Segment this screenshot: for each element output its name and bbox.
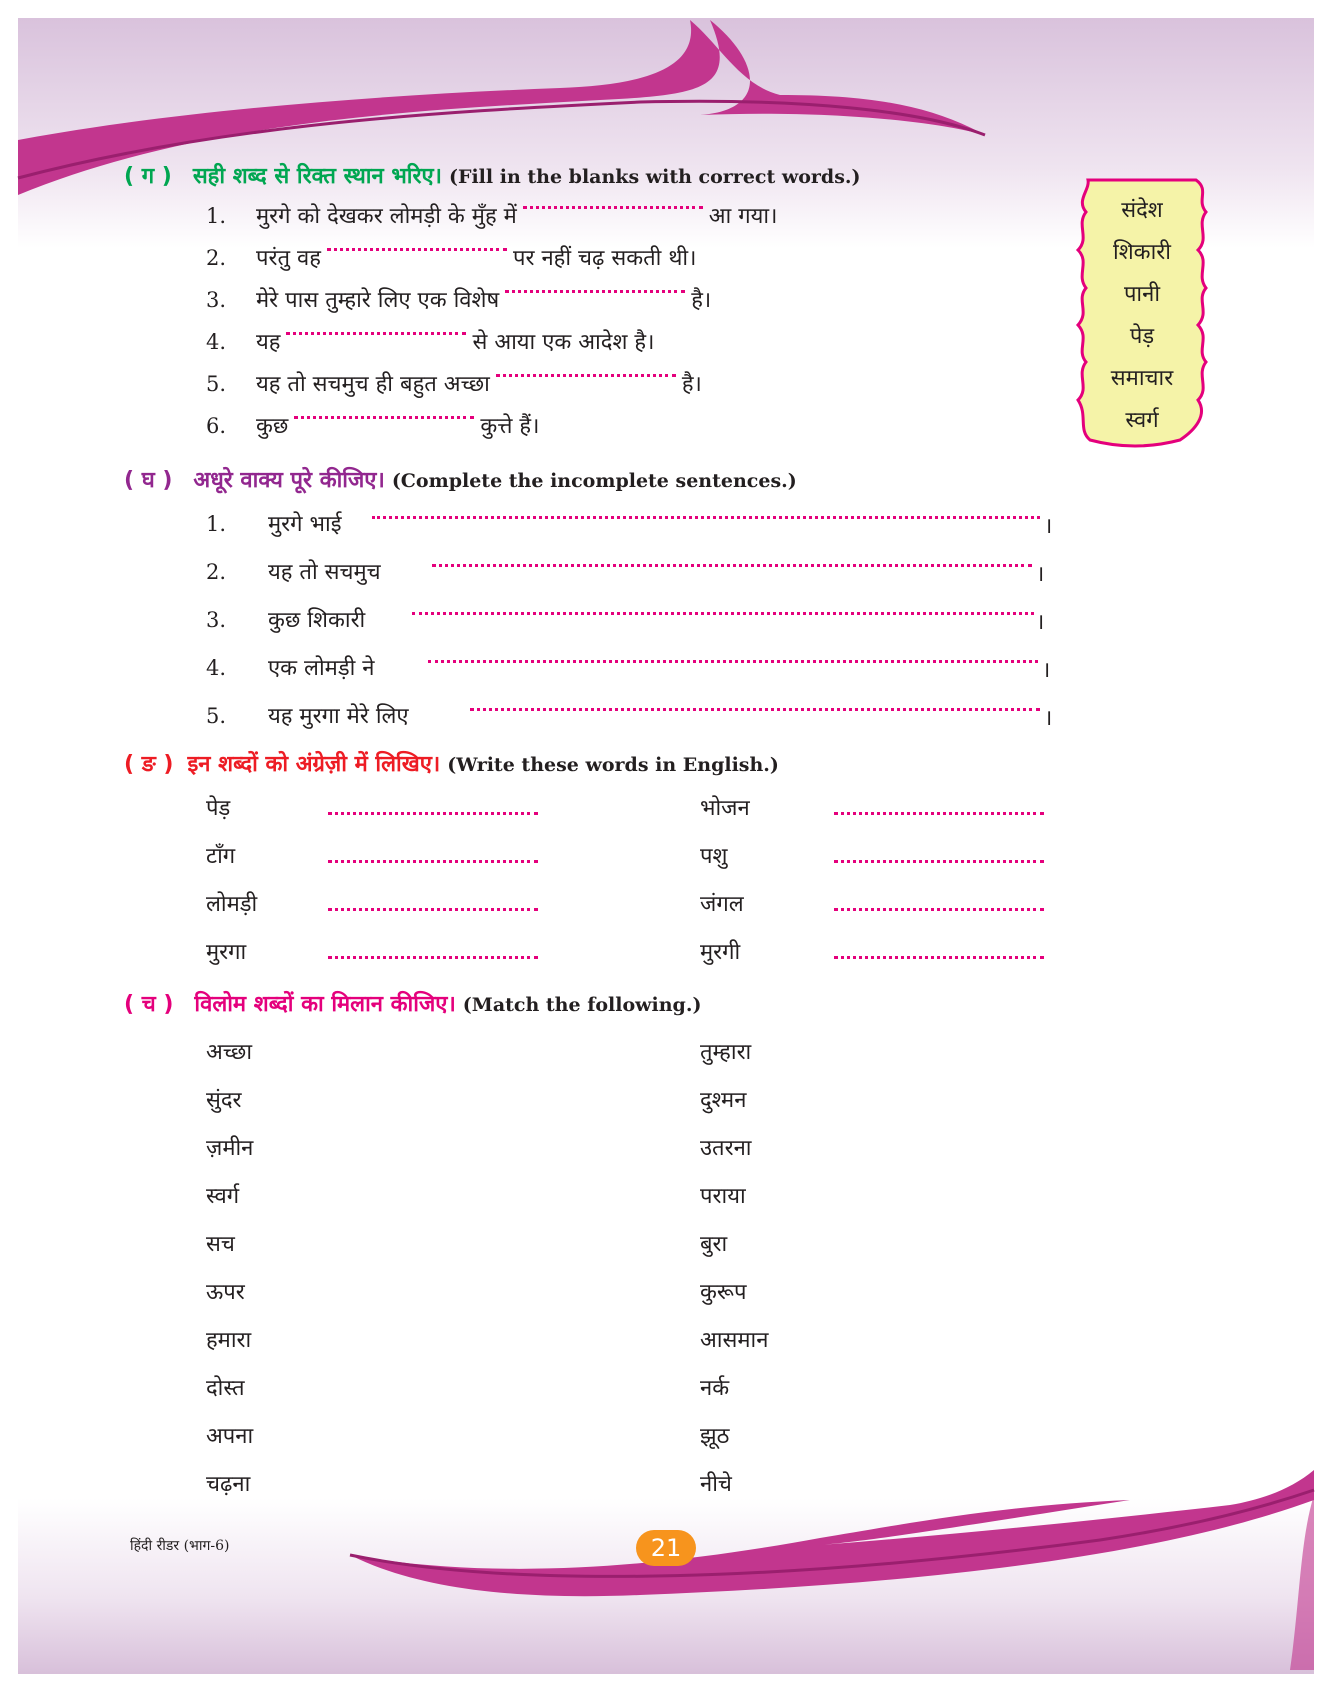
answer-line[interactable] <box>428 660 1038 663</box>
end-mark: । <box>1044 514 1053 539</box>
section-g-label: ( ग ) <box>124 164 172 189</box>
section-gh-heading <box>124 464 797 494</box>
match-left-word[interactable]: स्वर्ग <box>206 1184 240 1209</box>
section-ch-title-en: (Match the following.) <box>462 994 702 1016</box>
item-number: 5. <box>206 704 227 728</box>
section-ng-heading <box>124 748 779 778</box>
sentence-start: मेरे पास तुम्हारे लिए एक विशेष <box>256 288 500 313</box>
match-left-word[interactable]: ऊपर <box>206 1280 245 1305</box>
answer-line[interactable] <box>328 956 538 959</box>
match-left-word[interactable]: ज़मीन <box>206 1136 254 1161</box>
answer-line[interactable] <box>470 708 1040 711</box>
section-g-heading <box>124 160 861 190</box>
fill-blank-row <box>256 242 696 272</box>
word-box-item: शिकारी <box>1113 240 1171 265</box>
blank-line[interactable] <box>286 332 466 335</box>
sentence-end: है। <box>691 288 712 313</box>
word-box-item: समाचार <box>1110 366 1174 391</box>
section-gh-label: ( घ ) <box>124 468 173 493</box>
sentence-start: यह मुरगा मेरे लिए <box>268 704 409 729</box>
blank-line[interactable] <box>327 248 507 251</box>
blank-line[interactable] <box>505 290 685 293</box>
match-left-word[interactable]: अपना <box>206 1424 254 1449</box>
hindi-word: जंगल <box>700 892 744 917</box>
sentence-end: पर नहीं चढ़ सकती थी। <box>512 246 697 271</box>
section-gh-title-hi: अधूरे वाक्य पूरे कीजिए। <box>193 468 385 493</box>
match-right-word[interactable]: पराया <box>700 1184 746 1209</box>
match-right-word[interactable]: बुरा <box>700 1232 728 1257</box>
sentence-start: मुरगे भाई <box>268 512 342 537</box>
item-number: 3. <box>206 608 227 632</box>
sentence-end: है। <box>681 372 702 397</box>
section-ch-title-hi: विलोम शब्दों का मिलान कीजिए। <box>194 992 456 1017</box>
answer-line[interactable] <box>834 908 1044 911</box>
section-ch-heading <box>124 988 701 1018</box>
end-mark: । <box>1042 658 1051 683</box>
match-left-word[interactable]: अच्छा <box>206 1040 253 1065</box>
word-box-item: संदेश <box>1121 198 1163 223</box>
answer-line[interactable] <box>432 564 1032 567</box>
match-right-word[interactable]: झूठ <box>700 1424 730 1449</box>
sentence-end: कुत्ते हैं। <box>480 414 540 439</box>
sentence-start: मुरगे को देखकर लोमड़ी के मुँह में <box>256 204 517 229</box>
match-right-word[interactable]: नर्क <box>700 1376 730 1401</box>
sentence-start: कुछ <box>256 414 289 439</box>
blank-line[interactable] <box>496 374 676 377</box>
hindi-word: मुरगी <box>700 940 741 965</box>
item-number: 4. <box>206 330 227 354</box>
answer-line[interactable] <box>372 516 1040 519</box>
match-right-word[interactable]: तुम्हारा <box>700 1040 752 1065</box>
fill-blank-row <box>256 410 539 440</box>
end-mark: । <box>1036 610 1045 635</box>
hindi-word: पशु <box>700 844 728 869</box>
hindi-word: भोजन <box>700 796 750 821</box>
answer-line[interactable] <box>834 956 1044 959</box>
answer-line[interactable] <box>412 612 1034 615</box>
page-number: 21 <box>636 1530 696 1566</box>
sentence-start: एक लोमड़ी ने <box>268 656 375 681</box>
item-number: 1. <box>206 512 227 536</box>
match-right-word[interactable]: कुरूप <box>700 1280 747 1305</box>
hindi-word: टाँग <box>206 844 236 869</box>
match-right-word[interactable]: नीचे <box>700 1472 732 1497</box>
sentence-start: कुछ शिकारी <box>268 608 366 633</box>
section-ng-title-en: (Write these words in English.) <box>447 754 779 776</box>
match-right-word[interactable]: आसमान <box>700 1328 769 1353</box>
end-mark: । <box>1036 562 1045 587</box>
answer-line[interactable] <box>328 860 538 863</box>
match-right-word[interactable]: दुश्मन <box>700 1088 747 1113</box>
sentence-start: परंतु वह <box>256 246 321 271</box>
fill-blank-row <box>256 326 654 356</box>
blank-line[interactable] <box>523 206 703 209</box>
word-box-item: पानी <box>1123 282 1161 307</box>
section-g-title-hi: सही शब्द से रिक्त स्थान भरिए। <box>192 164 442 189</box>
sentence-start: यह <box>256 330 281 355</box>
answer-line[interactable] <box>328 908 538 911</box>
item-number: 2. <box>206 560 227 584</box>
match-left-word[interactable]: हमारा <box>206 1328 252 1353</box>
fill-blank-row <box>256 284 711 314</box>
match-left-word[interactable]: सच <box>206 1232 235 1257</box>
hindi-word: मुरगा <box>206 940 247 965</box>
item-number: 5. <box>206 372 227 396</box>
section-gh-title-en: (Complete the incomplete sentences.) <box>391 470 797 492</box>
section-ng-title-hi: इन शब्दों को अंग्रेज़ी में लिखिए। <box>187 752 441 777</box>
sentence-start: यह तो सचमुच <box>268 560 381 585</box>
blank-line[interactable] <box>294 416 474 419</box>
match-left-word[interactable]: सुंदर <box>206 1088 242 1113</box>
book-title: हिंदी रीडर (भाग-6) <box>130 1538 230 1554</box>
end-mark: । <box>1044 706 1053 731</box>
sentence-end: आ गया। <box>708 204 778 229</box>
section-g-title-en: (Fill in the blanks with correct words.) <box>448 166 861 188</box>
section-ng-label: ( ङ ) <box>124 752 174 777</box>
sentence-end: से आया एक आदेश है। <box>472 330 655 355</box>
hindi-word: लोमड़ी <box>206 892 258 917</box>
fill-blank-row <box>256 368 702 398</box>
item-number: 6. <box>206 414 227 438</box>
word-box-item: स्वर्ग <box>1125 408 1159 433</box>
match-right-word[interactable]: उतरना <box>700 1136 752 1161</box>
hindi-word: पेड़ <box>206 796 231 821</box>
section-ch-label: ( च ) <box>124 992 174 1017</box>
match-left-word[interactable]: चढ़ना <box>206 1472 251 1497</box>
word-box-item: पेड़ <box>1129 324 1155 349</box>
item-number: 4. <box>206 656 227 680</box>
match-left-word[interactable]: दोस्त <box>206 1376 245 1401</box>
sentence-start: यह तो सचमुच ही बहुत अच्छा <box>256 372 490 397</box>
item-number: 1. <box>206 204 227 228</box>
item-number: 3. <box>206 288 227 312</box>
answer-line[interactable] <box>328 812 538 815</box>
answer-line[interactable] <box>834 812 1044 815</box>
answer-line[interactable] <box>834 860 1044 863</box>
item-number: 2. <box>206 246 227 270</box>
fill-blank-row <box>256 200 777 230</box>
